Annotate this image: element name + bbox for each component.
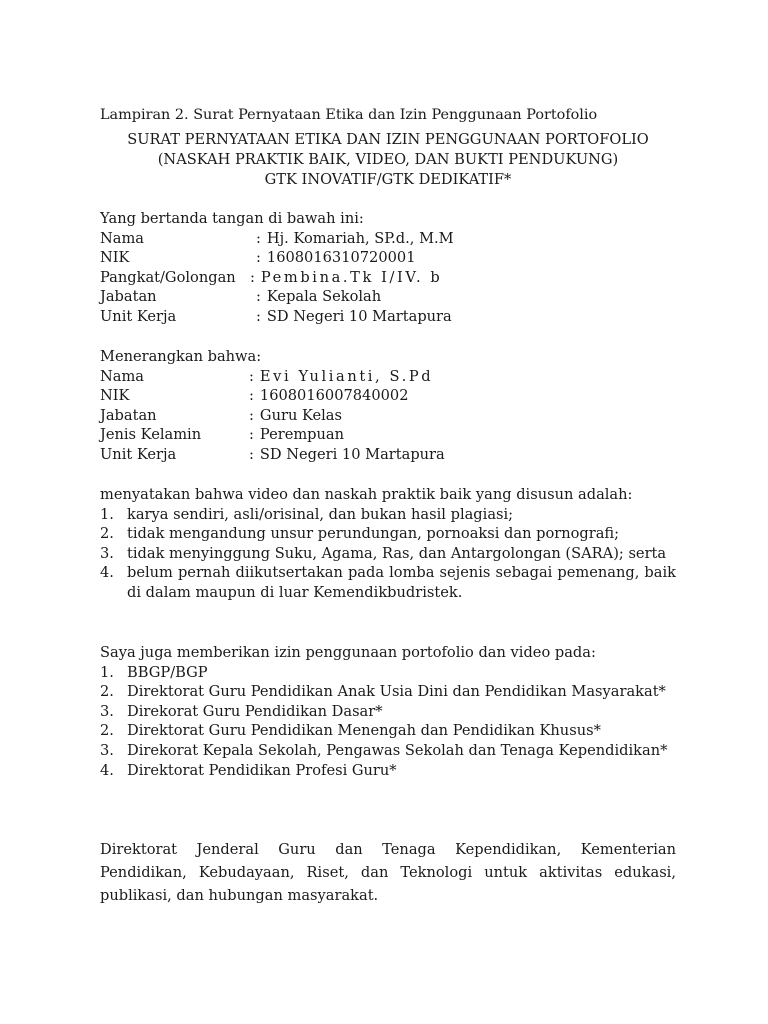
signer-field-nik (100, 248, 676, 268)
field-label: Jabatan (100, 406, 157, 424)
subject-field-position (100, 406, 676, 426)
field-separator: : (249, 445, 254, 463)
list-item (100, 721, 676, 741)
list-item-number: 4. (100, 761, 114, 779)
list-item (100, 524, 676, 544)
signer-field-position (100, 287, 676, 307)
field-value: 1608016007840002 (259, 387, 409, 405)
list-item-number: 2. (100, 525, 114, 543)
list-item-number: 3. (100, 702, 114, 720)
field-value: Pembina.Tk I/IV. b (260, 268, 443, 286)
subject-intro: Menerangkan bahwa: (100, 348, 262, 365)
field-separator: : (250, 268, 255, 286)
field-label: Nama (100, 367, 145, 385)
heading-line-2: (NASKAH PRAKTIK BAIK, VIDEO, DAN BUKTI PENDUKUNG) (157, 151, 619, 168)
signer-field-unit (100, 307, 676, 327)
field-label: Pangkat/Golongan (100, 268, 236, 286)
statement-block (100, 485, 676, 603)
statement-list (100, 505, 676, 603)
field-value: Evi Yulianti, S.Pd (259, 367, 434, 385)
signer-intro: Yang bertanda tangan di bawah ini: (100, 210, 364, 227)
field-label: Jenis Kelamin (100, 426, 202, 444)
list-item (100, 663, 676, 683)
list-item (100, 544, 676, 564)
list-item-text: Direktorat Guru Pendidikan Anak Usia Dini dan Pendidikan Masyarakat* (127, 683, 666, 701)
field-label: Nama (100, 229, 145, 247)
field-label: Unit Kerja (100, 445, 177, 463)
closing-paragraph: Direktorat Jenderal Guru dan Tenaga Kependidikan, Kementerian Pendidikan, Kebudayaan, Riset, dan Teknologi untuk aktivitas edukasi, publikasi, dan hubungan masyarakat. (100, 841, 676, 904)
list-item-number: 3. (100, 741, 114, 759)
list-item-text: BBGP/BGP (127, 663, 208, 681)
field-separator: : (256, 288, 261, 306)
appendix-title: Lampiran 2. Surat Pernyataan Etika dan Izin Penggunaan Portofolio (100, 107, 598, 123)
subject-block (100, 347, 676, 465)
list-item-number: 3. (100, 544, 114, 562)
field-value: Guru Kelas (259, 406, 342, 424)
list-item (100, 563, 676, 602)
field-separator: : (256, 229, 261, 247)
list-item-number: 2. (100, 683, 114, 701)
permission-intro: Saya juga memberikan izin penggunaan portofolio dan video pada: (100, 644, 596, 661)
field-separator: : (249, 387, 254, 405)
field-value: Kepala Sekolah (266, 288, 382, 306)
field-label: Jabatan (100, 288, 157, 306)
list-item-number: 1. (100, 663, 114, 681)
field-value: Perempuan (259, 426, 345, 444)
list-item-number: 4. (100, 564, 114, 582)
field-value: SD Negeri 10 Martapura (259, 445, 445, 463)
list-item-number: 2. (100, 722, 114, 740)
document-heading (100, 130, 676, 190)
field-label: Unit Kerja (100, 307, 177, 325)
field-separator: : (249, 367, 254, 385)
permission-list (100, 663, 676, 781)
signer-block (100, 209, 676, 327)
subject-field-nik (100, 386, 676, 406)
subject-field-gender (100, 425, 676, 445)
list-item (100, 741, 676, 761)
list-item (100, 682, 676, 702)
list-item-text: tidak menyinggung Suku, Agama, Ras, dan Antargolongan (SARA); serta (127, 544, 667, 562)
field-separator: : (249, 426, 254, 444)
signer-field-rank (100, 268, 676, 288)
list-item-text: belum pernah diikutsertakan pada lomba sejenis sebagai pemenang, baik di dalam maupun di luar Kemendikbudristek. (127, 564, 676, 601)
list-item (100, 761, 676, 781)
permission-block (100, 643, 676, 780)
subject-field-unit (100, 445, 676, 465)
subject-field-name (100, 367, 676, 387)
field-label: NIK (100, 249, 130, 267)
list-item-text: Direkorat Guru Pendidikan Dasar* (127, 702, 383, 720)
field-value: Hj. Komariah, SP.d., M.M (266, 229, 454, 247)
list-item-text: Direktorat Guru Pendidikan Menengah dan Pendidikan Khusus* (127, 722, 601, 740)
heading-line-3: GTK INOVATIF/GTK DEDIKATIF* (264, 171, 512, 188)
field-separator: : (256, 249, 261, 267)
list-item-text: Direkorat Kepala Sekolah, Pengawas Sekolah dan Tenaga Kependidikan* (127, 741, 668, 759)
list-item-number: 1. (100, 505, 114, 523)
heading-line-1: SURAT PERNYATAAN ETIKA DAN IZIN PENGGUNAAN PORTOFOLIO (127, 131, 649, 148)
field-separator: : (256, 307, 261, 325)
field-value: 1608016310720001 (266, 249, 416, 267)
field-value: SD Negeri 10 Martapura (266, 307, 452, 325)
field-separator: : (249, 406, 254, 424)
statement-intro: menyatakan bahwa video dan naskah praktik baik yang disusun adalah: (100, 486, 633, 503)
list-item-text: karya sendiri, asli/orisinal, dan bukan hasil plagiasi; (127, 505, 514, 523)
list-item (100, 702, 676, 722)
field-label: NIK (100, 387, 130, 405)
signer-field-name (100, 229, 676, 249)
list-item-text: tidak mengandung unsur perundungan, pornoaksi dan pornografi; (127, 525, 620, 543)
list-item-text: Direktorat Pendidikan Profesi Guru* (127, 761, 397, 779)
list-item (100, 505, 676, 525)
